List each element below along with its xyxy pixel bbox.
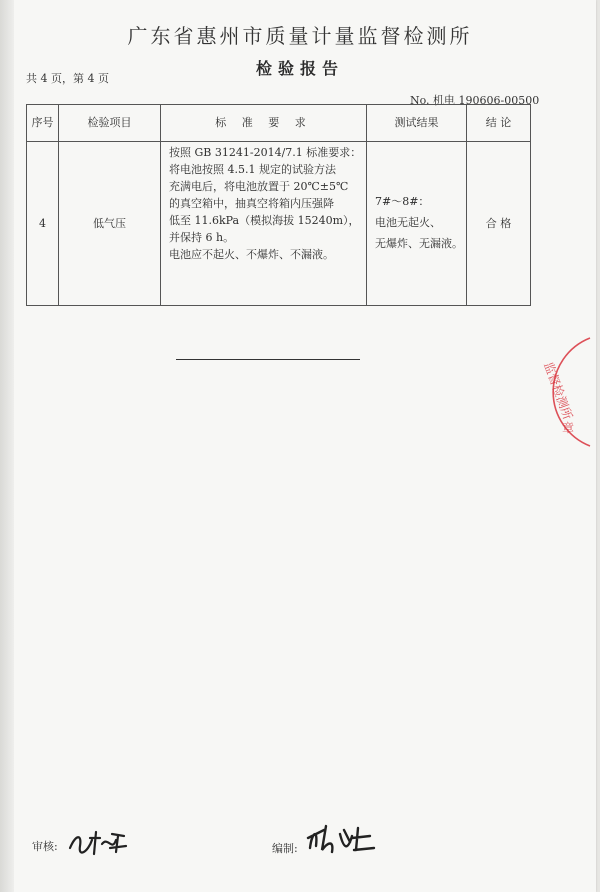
standard-line: 充满电后，将电池放置于 20℃±5℃	[169, 180, 349, 194]
header-standard: 标 准 要 求	[161, 105, 367, 142]
page-info: 共 4 页，第 4 页	[26, 72, 109, 85]
standard-line: 低至 11.6kPa（模拟海拔 15240m），	[169, 214, 360, 228]
report-number: No. 机电 190606-00500	[410, 94, 540, 107]
row-conclusion: 合 格	[467, 142, 531, 306]
header-item: 检验项目	[59, 105, 161, 142]
result-line: 7#～8#：	[375, 195, 430, 209]
table-header-row	[27, 105, 531, 142]
seal-extra: 章	[562, 421, 575, 435]
standard-line: 按照 GB 31241-2014/7.1 标准要求：	[169, 146, 362, 159]
result-line: 电池无起火、	[375, 216, 441, 230]
standard-line: 电池应不起火、不爆炸、不漏液。	[169, 248, 334, 262]
row-standard	[161, 142, 367, 306]
report-title: 检验报告	[255, 59, 344, 78]
seal-text: 监督检测所	[541, 360, 575, 422]
end-of-report-line	[176, 359, 360, 360]
organization-name: 广东省惠州市质量计量监督检测所	[127, 24, 473, 48]
row-item: 低气压	[59, 142, 161, 306]
row-seq: 4	[27, 142, 59, 306]
header-result: 测试结果	[367, 105, 467, 142]
reviewer-signature	[66, 826, 130, 860]
result-line: 无爆炸、无漏液。	[375, 236, 463, 250]
page-edge-shadow	[0, 0, 14, 892]
official-seal-stamp	[520, 334, 594, 450]
compiler-label: 编制:	[272, 842, 298, 855]
reviewer-label: 审核:	[32, 840, 58, 853]
standard-line: 的真空箱中，抽真空将箱内压强降	[169, 197, 334, 211]
table-row	[27, 142, 531, 306]
header-seq: 序号	[27, 105, 59, 142]
row-result	[367, 142, 467, 306]
standard-line: 将电池按照 4.5.1 规定的试验方法	[169, 163, 336, 177]
header-conclusion: 结 论	[467, 105, 531, 142]
standard-line: 并保持 6 h。	[169, 231, 235, 245]
inspection-table	[26, 104, 531, 306]
compiler-signature	[304, 820, 380, 858]
